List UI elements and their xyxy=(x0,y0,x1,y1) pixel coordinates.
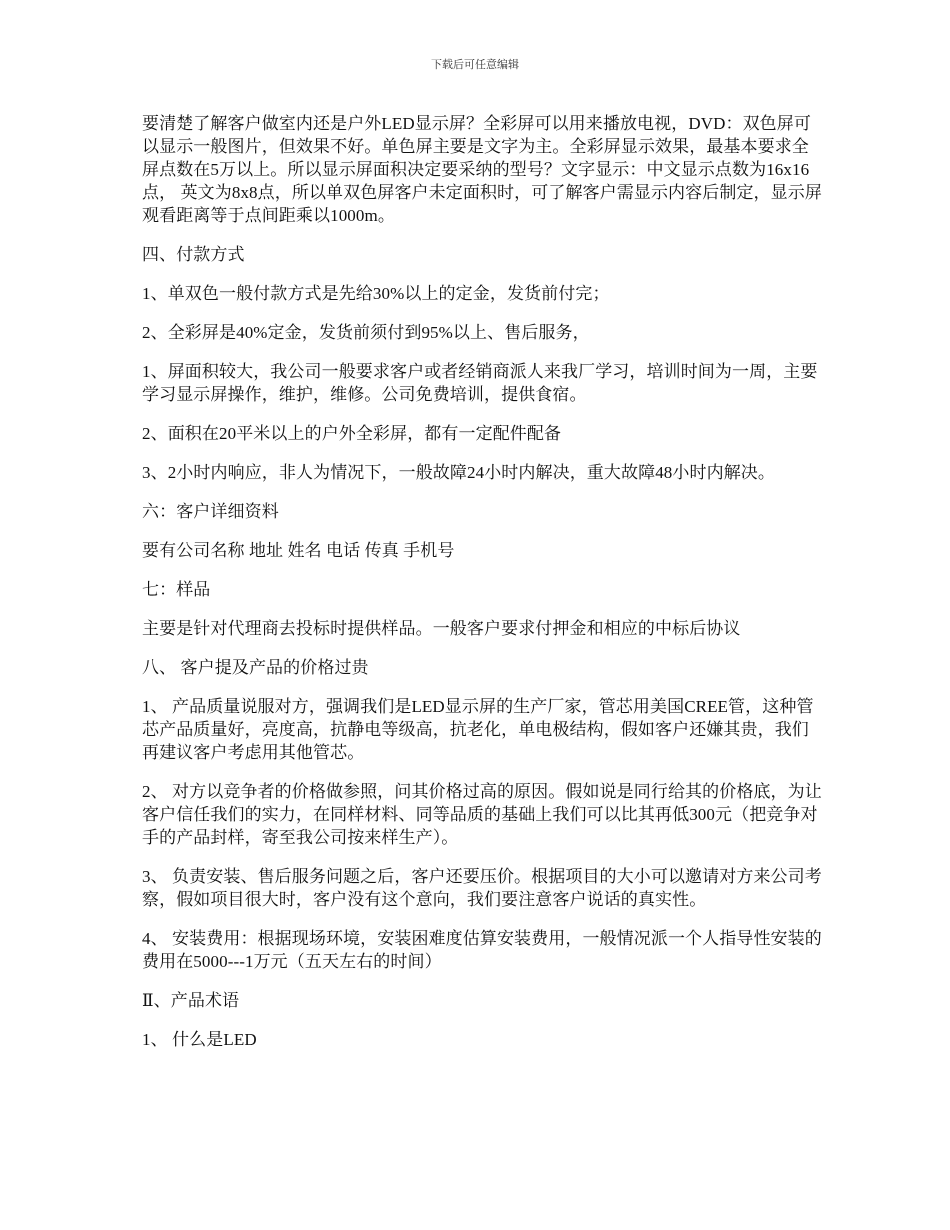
paragraph-price-4: 4、 安装费用：根据现场环境，安装困难度估算安装费用，一般情况派一个人指导性安装的费用在5000---1万元（五天左右的时间） xyxy=(142,929,822,971)
paragraph-what-is-led: 1、 什么是LED xyxy=(142,1030,257,1049)
paragraph-price-1: 1、 产品质量说服对方，强调我们是LED显示屏的生产厂家，管芯用美国CREE管，这种管芯产品质量好，亮度高，抗静电等级高，抗老化，单电极结构，假如客户还嫌其贵，我们再建议客户考虑用其他管芯。 xyxy=(142,697,814,762)
page-header: 下载后可任意编辑 xyxy=(431,59,519,71)
paragraph-customer-info: 要有公司名称 地址 姓名 电话 传真 手机号 xyxy=(142,541,455,560)
section-heading-terms: Ⅱ、产品术语 xyxy=(142,991,240,1010)
section-heading-customer-info: 六：客户详细资料 xyxy=(142,502,279,521)
paragraph-intro: 要清楚了解客户做室内还是户外LED显示屏？全彩屏可以用来播放电视，DVD：双色屏可以显示一般图片，但效果不好。单色屏主要是文字为主。全彩屏显示效果，最基本要求全屏点数在5万以上。所以显示屏面积决定要采纳的型号？文字显示：中文显示点数为16x16点， 英文为8x8点，所以单双色屏客户未定面积时，可了解客户需显示内容后制定，显示屏观看距离等于点间距乘以1000m。 xyxy=(142,114,822,225)
paragraph-samples: 主要是针对代理商去投标时提供样品。一般客户要求付押金和相应的中标后协议 xyxy=(142,619,741,638)
document-body xyxy=(142,112,824,1067)
paragraph-service-1: 1、屏面积较大，我公司一般要求客户或者经销商派人来我厂学习，培训时间为一周，主要学习显示屏操作，维护，维修。公司免费培训，提供食宿。 xyxy=(142,362,818,404)
paragraph-price-3: 3、 负责安装、售后服务问题之后，客户还要压价。根据项目的大小可以邀请对方来公司考察，假如项目很大时，客户没有这个意向，我们要注意客户说话的真实性。 xyxy=(142,867,822,909)
paragraph-payment-2: 2、全彩屏是40%定金，发货前须付到95%以上、售后服务， xyxy=(142,323,590,342)
paragraph-payment-1: 1、单双色一般付款方式是先给30%以上的定金，发货前付完； xyxy=(142,284,610,303)
section-heading-samples: 七：样品 xyxy=(142,580,211,599)
paragraph-service-3: 3、2小时内响应，非人为情况下，一般故障24小时内解决，重大故障48小时内解决。 xyxy=(142,463,775,482)
paragraph-service-2: 2、面积在20平米以上的户外全彩屏，都有一定配件配备 xyxy=(142,424,562,443)
section-heading-payment: 四、付款方式 xyxy=(142,245,245,264)
section-heading-price: 八、 客户提及产品的价格过贵 xyxy=(142,658,369,677)
paragraph-price-2: 2、 对方以竞争者的价格做参照，问其价格过高的原因。假如说是同行给其的价格底，为让客户信任我们的实力，在同样材料、同等品质的基础上我们可以比其再低300元（把竞争对手的产品封样，寄至我公司按来样生产）。 xyxy=(142,782,822,847)
